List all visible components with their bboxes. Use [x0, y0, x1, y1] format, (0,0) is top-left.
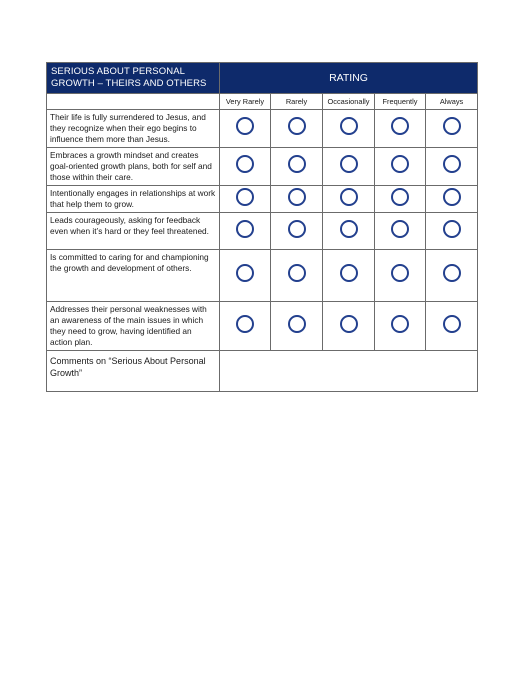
criterion-row: [47, 148, 478, 186]
criterion-row: [47, 110, 478, 148]
rating-radio-occasionally[interactable]: [340, 155, 358, 173]
scale-label-very-rarely: Very Rarely: [220, 94, 271, 110]
rating-radio-rarely[interactable]: [288, 155, 306, 173]
scale-corner: [47, 94, 220, 110]
rating-radio-rarely[interactable]: [288, 220, 306, 238]
rating-radio-frequently[interactable]: [391, 315, 409, 333]
rating-radio-very-rarely[interactable]: [236, 220, 254, 238]
rating-radio-occasionally[interactable]: [340, 188, 358, 206]
criterion-row: [47, 186, 478, 213]
comments-label: Comments on “Serious About Personal Growth”: [47, 351, 220, 392]
criterion-text: Leads courageously, asking for feedback even when it’s hard or they feel threatened.: [47, 213, 220, 250]
scale-label-occasionally: Occasionally: [323, 94, 375, 110]
rating-radio-frequently[interactable]: [391, 220, 409, 238]
criterion-row: [47, 213, 478, 250]
rating-radio-occasionally[interactable]: [340, 315, 358, 333]
comments-field[interactable]: [220, 351, 478, 392]
rating-radio-always[interactable]: [443, 155, 461, 173]
rating-radio-rarely[interactable]: [288, 315, 306, 333]
criterion-text: Addresses their personal weaknesses with an awareness of the main issues in which they need to grow, having identified an action plan.: [47, 302, 220, 351]
rating-radio-always[interactable]: [443, 188, 461, 206]
rating-radio-always[interactable]: [443, 117, 461, 135]
rating-radio-very-rarely[interactable]: [236, 117, 254, 135]
personal-growth-rating-table: [46, 62, 478, 392]
section-title: SERIOUS ABOUT PERSONAL GROWTH – THEIRS AND OTHERS: [47, 63, 220, 94]
rating-radio-very-rarely[interactable]: [236, 315, 254, 333]
rating-radio-frequently[interactable]: [391, 188, 409, 206]
rating-radio-very-rarely[interactable]: [236, 188, 254, 206]
scale-label-always: Always: [426, 94, 478, 110]
rating-radio-always[interactable]: [443, 315, 461, 333]
criterion-text: Is committed to caring for and championing the growth and development of others.: [47, 250, 220, 302]
criterion-row: [47, 302, 478, 351]
rating-radio-rarely[interactable]: [288, 264, 306, 282]
criterion-text: Their life is fully surrendered to Jesus, and they recognize when their ego begins to influence them more than Jesus.: [47, 110, 220, 148]
rating-radio-rarely[interactable]: [288, 117, 306, 135]
rating-radio-very-rarely[interactable]: [236, 264, 254, 282]
rating-radio-frequently[interactable]: [391, 155, 409, 173]
rating-radio-very-rarely[interactable]: [236, 155, 254, 173]
criterion-text: Intentionally engages in relationships at work that help them to grow.: [47, 186, 220, 213]
rating-header: RATING: [220, 63, 478, 94]
criterion-text: Embraces a growth mindset and creates goal-oriented growth plans, both for self and those within their care.: [47, 148, 220, 186]
comments-row: [47, 351, 478, 392]
rating-radio-always[interactable]: [443, 264, 461, 282]
scale-label-rarely: Rarely: [271, 94, 323, 110]
rating-radio-always[interactable]: [443, 220, 461, 238]
rating-radio-occasionally[interactable]: [340, 220, 358, 238]
criterion-row: [47, 250, 478, 302]
rating-radio-frequently[interactable]: [391, 264, 409, 282]
scale-label-frequently: Frequently: [375, 94, 426, 110]
rating-radio-occasionally[interactable]: [340, 117, 358, 135]
rating-radio-occasionally[interactable]: [340, 264, 358, 282]
rating-radio-frequently[interactable]: [391, 117, 409, 135]
rating-radio-rarely[interactable]: [288, 188, 306, 206]
